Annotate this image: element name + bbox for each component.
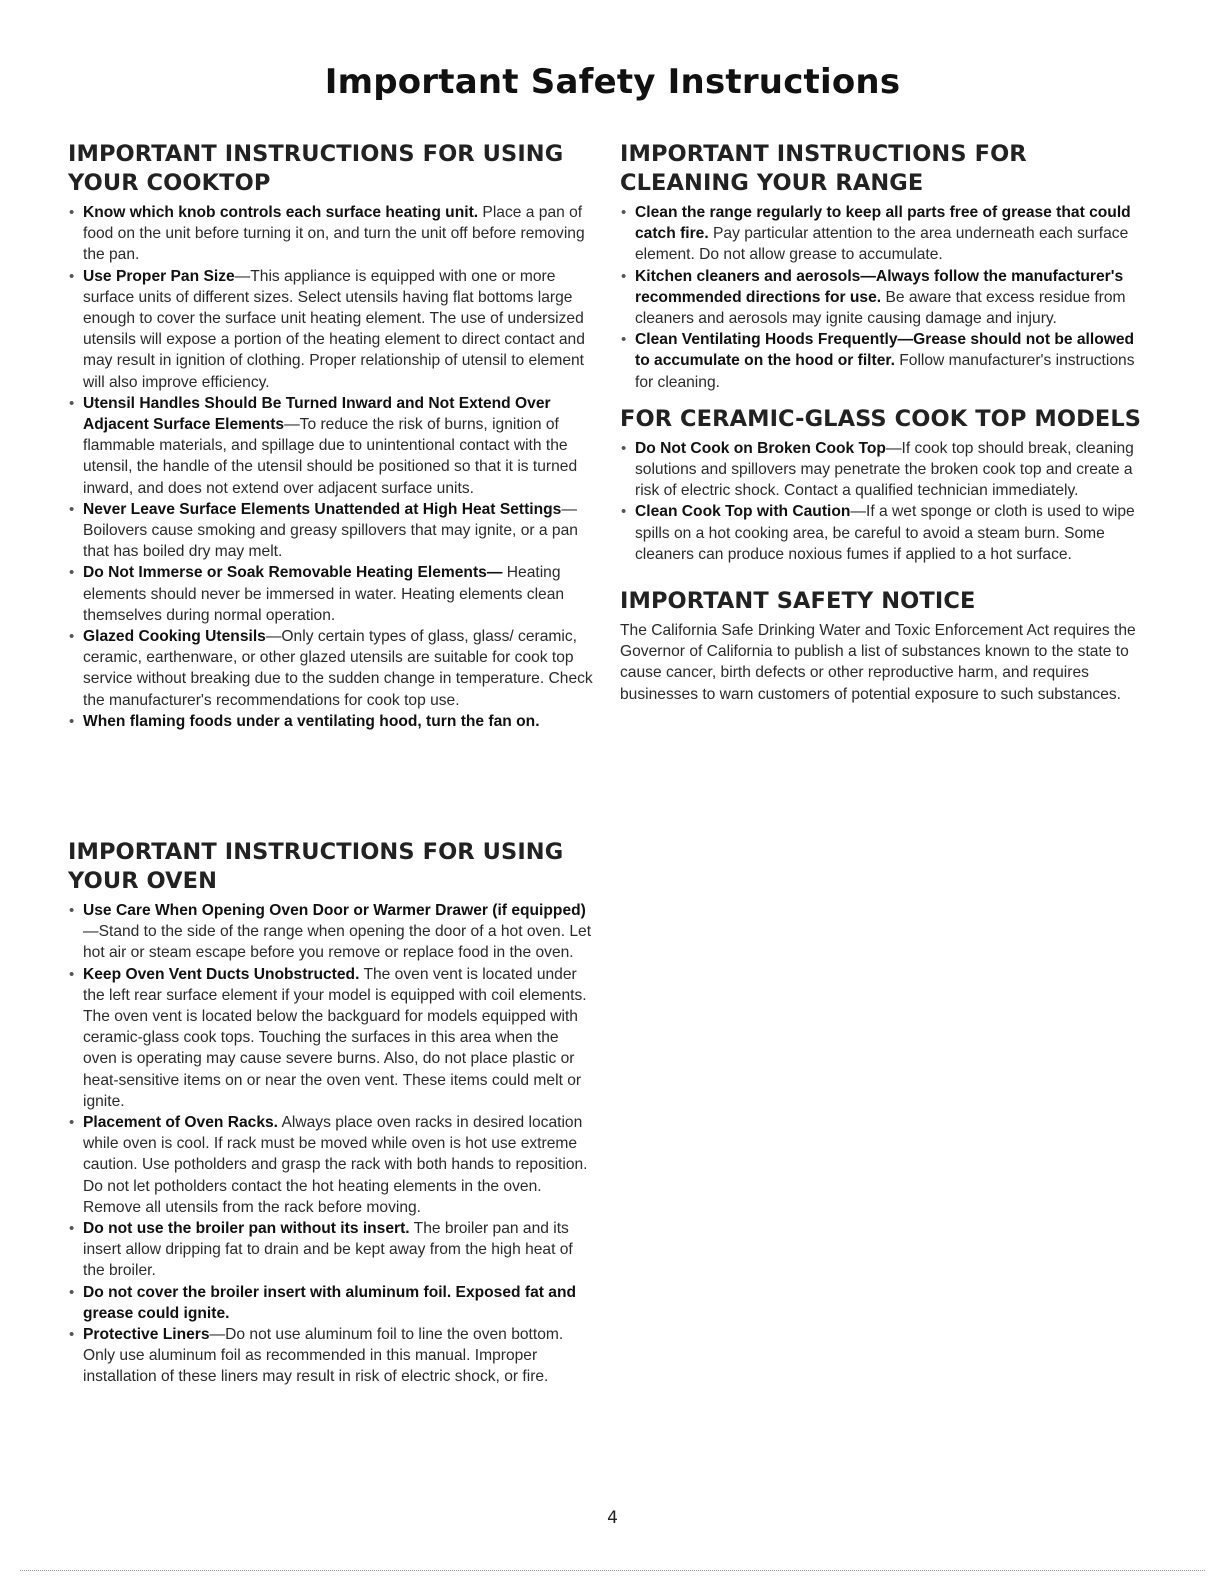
list-item: [68, 711, 593, 732]
list-item: [620, 329, 1147, 393]
list-item: [620, 266, 1147, 330]
item-lead: Clean the range regularly to keep all parts free of grease that could catch fire.: [635, 204, 1131, 243]
item-lead: Use Proper Pan Size: [83, 267, 235, 285]
item-body: —Do not use aluminum foil to line the oven bottom. Only use aluminum foil as recommended in this manual. Improper installation of these liners may result in risk of electric shock, or fire.: [83, 1326, 564, 1386]
item-lead: Know which knob controls each surface heating unit.: [83, 204, 479, 221]
notice-heading: IMPORTANT SAFETY NOTICE: [620, 588, 976, 615]
item-lead: Utensil Handles Should Be Turned Inward and Not Extend Over Adjacent Surface Elements: [83, 394, 551, 434]
oven-section: [68, 838, 593, 1388]
item-body: —Stand to the side of the range when opening the door of a hot oven. Let hot air or steam escape before you remove or replace food in the oven.: [83, 923, 592, 962]
cleaning-list: [620, 202, 1147, 393]
oven-heading: IMPORTANT INSTRUCTIONS FOR USING YOUR OVEN: [68, 839, 564, 894]
page-title: Important Safety Instructions: [324, 62, 901, 102]
cleaning-heading: IMPORTANT INSTRUCTIONS FOR CLEANING YOUR RANGE: [620, 141, 1027, 196]
notice-section: [620, 587, 1147, 705]
notice-text: The California Safe Drinking Water and Toxic Enforcement Act requires the Governor of California to publish a list of substances known to the state to cause cancer, birth defects or other reproductive harm, and requires businesses to warn customers of potential exposure to such substances.: [620, 622, 1136, 703]
item-lead: Do not cover the broiler insert with aluminum foil. Exposed fat and grease could ignite.: [83, 1283, 576, 1322]
list-item: [620, 501, 1147, 565]
item-body: —If a wet sponge or cloth is used to wipe spills on a hot cooking area, be careful to avoid a steam burn. Some cleaners can produce noxious fumes if applied to a hot surface.: [635, 503, 1135, 563]
list-item: [68, 266, 593, 393]
item-lead: Clean Ventilating Hoods Frequently—Grease should not be allowed to accumulate on the hood or filter.: [635, 331, 1135, 370]
item-lead: Do Not Cook on Broken Cook Top: [635, 439, 886, 457]
item-body: —This appliance is equipped with one or more surface units of different sizes. Select utensils having flat bottoms large enough to cover the surface unit heating element. The use of undersized utensils will expose a portion of the heating element to direct contact and may result in ignition of clothing. Proper relationship of utensil to element will also improve efficiency.: [83, 267, 585, 391]
item-lead: Kitchen cleaners and aerosols—Always follow the manufacturer's recommended directions for use.: [635, 267, 1124, 306]
list-item: [68, 1282, 593, 1324]
list-item: [68, 900, 593, 964]
item-body: Pay particular attention to the area underneath each surface element. Do not allow grease to accumulate.: [635, 225, 1129, 264]
item-body: —Only certain types of glass, glass/ ceramic, ceramic, earthenware, or other glazed utensils are suitable for cook top service without breaking due to the sudden change in temperature. Check the manufacturer's recommendations for cook top use.: [83, 628, 593, 709]
list-item: [68, 562, 593, 626]
ceramic-list: [620, 438, 1147, 565]
list-item: [620, 202, 1147, 266]
list-item: [68, 393, 593, 499]
cooktop-heading: IMPORTANT INSTRUCTIONS FOR USING YOUR COOKTOP: [68, 141, 564, 196]
list-item: [68, 626, 593, 711]
ceramic-heading: FOR CERAMIC-GLASS COOK TOP MODELS: [620, 405, 1142, 432]
list-item: [68, 964, 593, 1112]
item-lead: Glazed Cooking Utensils: [83, 628, 266, 646]
item-body: Heating elements should never be immersed in water. Heating elements clean themselves during normal operation.: [83, 564, 565, 624]
cleaning-section: [620, 140, 1147, 393]
page-bottom-rule: [20, 1570, 1205, 1571]
cooktop-list: [68, 202, 593, 732]
item-body: The broiler pan and its insert allow dripping fat to drain and be kept away from the high heat of the broiler.: [83, 1220, 573, 1280]
cooktop-section: [68, 140, 593, 732]
item-lead: Keep Oven Vent Ducts Unobstructed.: [83, 965, 360, 983]
item-body: —Boilovers cause smoking and greasy spillovers that may ignite, or a pan that has boiled dry may melt.: [83, 500, 578, 561]
list-item: [68, 202, 593, 266]
item-body: Always place oven racks in desired location while oven is cool. If rack must be moved while oven is hot use extreme caution. Use potholders and grasp the rack with both hands to reposition. Do not let potholders contact the hot heating elements in the oven. Remove all utensils from the rack before moving.: [83, 1114, 588, 1216]
ceramic-section: [620, 405, 1147, 565]
list-item: [68, 1324, 593, 1388]
item-lead: Never Leave Surface Elements Unattended at High Heat Settings: [83, 500, 562, 518]
item-body: —If cook top should break, cleaning solutions and spillovers may penetrate the broken cook top and create a risk of electric shock. Contact a qualified technician immediately.: [635, 439, 1134, 500]
item-body: The oven vent is located under the left rear surface element if your model is equipped with coil elements. The oven vent is located below the backguard for models equipped with ceramic-glass cook tops. Touching the surfaces in this area when the oven is operating may cause severe burns. Also, do not place plastic or heat-sensitive items on or near the oven vent. These items could melt or ignite.: [83, 965, 587, 1110]
item-lead: Clean Cook Top with Caution: [635, 503, 851, 521]
item-lead: Placement of Oven Racks.: [83, 1114, 279, 1132]
item-lead: Do Not Immerse or Soak Removable Heating Elements—: [83, 564, 503, 582]
oven-list: [68, 900, 593, 1388]
list-item: [68, 499, 593, 563]
page-number: 4: [607, 1508, 618, 1528]
list-item: [68, 1112, 593, 1218]
item-body: Follow manufacturer's instructions for cleaning.: [635, 352, 1135, 391]
item-lead: When flaming foods under a ventilating hood, turn the fan on.: [83, 712, 540, 730]
item-body: Be aware that excess residue from cleaners and aerosols may ignite causing damage and injury.: [635, 288, 1126, 328]
item-body: Place a pan of food on the unit before turning it on, and turn the unit off before removing the pan.: [83, 204, 585, 264]
item-lead: Protective Liners: [83, 1326, 210, 1344]
right-column: [620, 140, 1147, 705]
list-item: [68, 1218, 593, 1282]
item-lead: Do not use the broiler pan without its insert.: [83, 1220, 410, 1238]
item-lead: Use Care When Opening Oven Door or Warmer Drawer (if equipped): [83, 902, 586, 919]
item-body: —To reduce the risk of burns, ignition of flammable materials, and spillage due to unintentional contact with the utensil, the handle of the utensil should be positioned so that it is turned inward, and does not extend over adjacent surface units.: [83, 416, 578, 497]
list-item: [620, 438, 1147, 502]
